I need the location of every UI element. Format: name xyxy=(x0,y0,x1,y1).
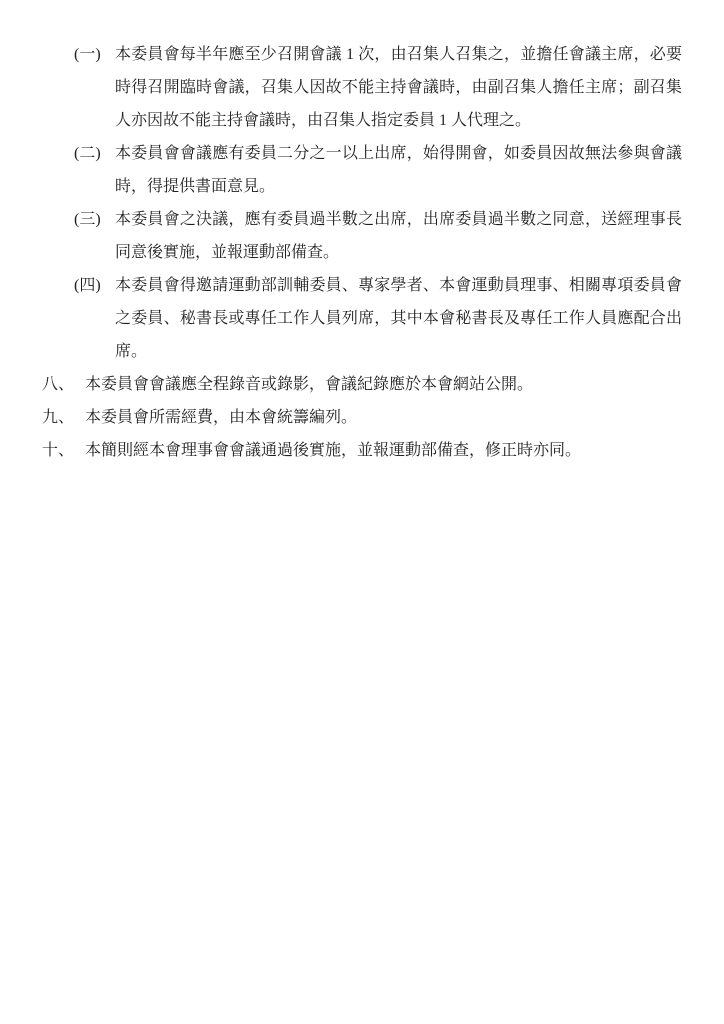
item-text: 本委員會之決議，應有委員過半數之出席，出席委員過半數之同意，送經理事長同意後實施，並報運動部備查。 xyxy=(115,211,682,261)
item-text: 本委員會會議應有委員二分之一以上出席，始得開會，如委員因故無法參與會議時，得提供書面意見。 xyxy=(115,145,682,195)
item-text: 本委員會每半年應至少召開會議 1 次，由召集人召集之，並擔任會議主席，必要時得召開臨時會議，召集人因故不能主持會議時，由副召集人擔任主席；副召集人亦因故不能主持會議時，由召集人指定委員 1 人代理之。 xyxy=(115,46,682,129)
item-text: 本委員會會議應全程錄音或錄影，會議紀錄應於本會網站公開。 xyxy=(85,376,534,393)
item-marker: 八、 xyxy=(42,376,75,393)
list-item-sub-3 xyxy=(74,203,682,269)
item-text: 本委員會所需經費，由本會統籌編列。 xyxy=(85,409,358,426)
item-marker: (三) xyxy=(74,211,101,228)
list-item-sub-4 xyxy=(74,269,682,368)
item-marker: (一) xyxy=(74,46,101,63)
list-item-main-10 xyxy=(42,434,682,467)
list-item-main-8 xyxy=(42,368,682,401)
item-marker: (四) xyxy=(74,277,101,294)
list-item-sub-1 xyxy=(74,38,682,137)
item-marker: (二) xyxy=(74,145,101,162)
item-text: 本委員會得邀請運動部訓輔委員、專家學者、本會運動員理事、相關專項委員會之委員、秘書長或專任工作人員列席，其中本會秘書長及專任工作人員應配合出席。 xyxy=(115,277,682,360)
document-body xyxy=(0,0,724,467)
item-marker: 九、 xyxy=(42,409,75,426)
list-item-main-9 xyxy=(42,401,682,434)
list-item-sub-2 xyxy=(74,137,682,203)
item-marker: 十、 xyxy=(42,442,75,459)
item-text: 本簡則經本會理事會會議通過後實施，並報運動部備查，修正時亦同。 xyxy=(85,442,582,459)
